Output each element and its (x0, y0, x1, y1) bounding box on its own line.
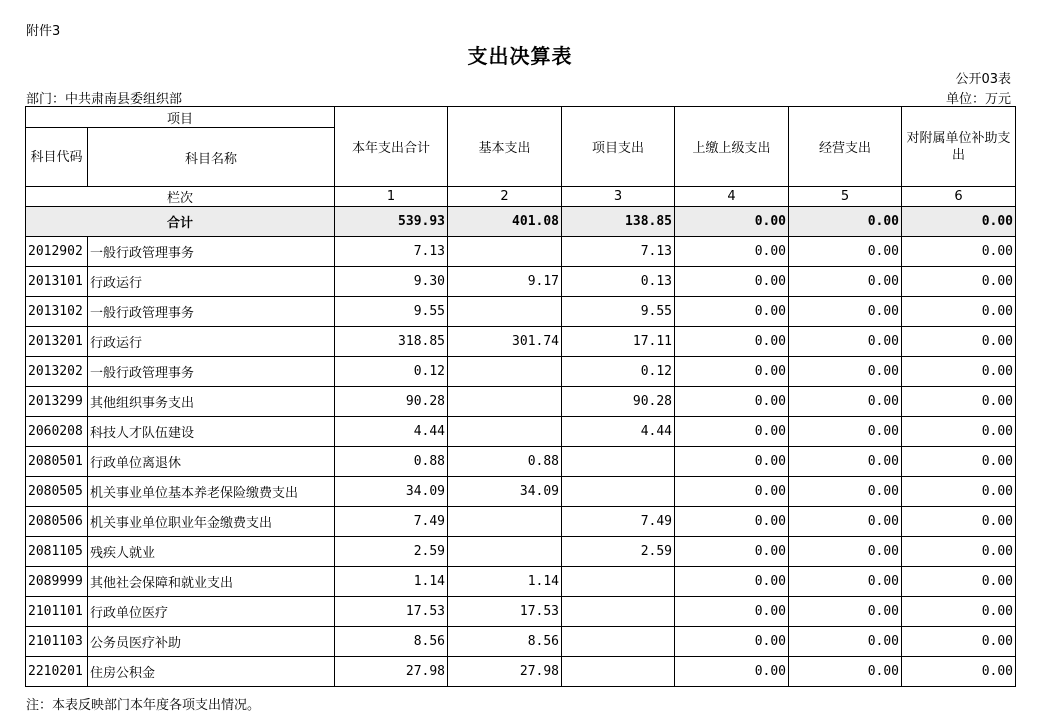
subject-name: 机关事业单位基本养老保险缴费支出 (88, 477, 335, 507)
amount-cell: 4.44 (335, 417, 448, 447)
amount-cell: 0.00 (675, 357, 789, 387)
amount-cell: 0.00 (902, 477, 1016, 507)
amount-cell: 7.49 (562, 507, 675, 537)
amount-cell: 0.00 (675, 387, 789, 417)
amount-cell: 34.09 (448, 477, 562, 507)
amount-cell: 0.00 (902, 447, 1016, 477)
amount-cell: 1.14 (335, 567, 448, 597)
table-row (26, 237, 1016, 267)
amount-cell: 9.55 (562, 297, 675, 327)
amount-cell: 0.00 (789, 387, 902, 417)
total-value: 539.93 (335, 207, 448, 237)
amount-cell: 34.09 (335, 477, 448, 507)
table-row (26, 267, 1016, 297)
amount-cell: 0.00 (789, 507, 902, 537)
unit-label: 单位：万元 (945, 92, 1011, 107)
subject-name: 机关事业单位职业年金缴费支出 (88, 507, 335, 537)
table-row (26, 597, 1016, 627)
subject-code: 2101101 (26, 597, 88, 627)
amount-cell: 0.00 (675, 567, 789, 597)
header-col-5: 经营支出 (789, 107, 902, 187)
amount-cell: 17.11 (562, 327, 675, 357)
amount-cell: 0.00 (789, 237, 902, 267)
subject-name: 行政运行 (88, 267, 335, 297)
subject-code: 2013201 (26, 327, 88, 357)
amount-cell: 0.00 (675, 477, 789, 507)
amount-cell (562, 567, 675, 597)
amount-cell: 9.55 (335, 297, 448, 327)
subject-code: 2013202 (26, 357, 88, 387)
column-index-2: 2 (448, 187, 562, 207)
amount-cell: 0.00 (902, 357, 1016, 387)
subject-name: 科技人才队伍建设 (88, 417, 335, 447)
column-index-label: 栏次 (26, 187, 335, 207)
amount-cell: 0.00 (902, 657, 1016, 687)
amount-cell: 0.00 (902, 627, 1016, 657)
amount-cell: 27.98 (448, 657, 562, 687)
amount-cell: 0.88 (448, 447, 562, 477)
subject-code: 2013102 (26, 297, 88, 327)
department-label: 部门：中共肃南县委组织部 (26, 92, 183, 107)
expenditure-table (25, 106, 1016, 687)
amount-cell: 0.00 (902, 537, 1016, 567)
amount-cell (562, 477, 675, 507)
subject-code: 2081105 (26, 537, 88, 567)
table-row (26, 537, 1016, 567)
subject-name: 一般行政管理事务 (88, 357, 335, 387)
amount-cell: 8.56 (448, 627, 562, 657)
header-col-3: 项目支出 (562, 107, 675, 187)
amount-cell: 0.00 (789, 477, 902, 507)
amount-cell (562, 447, 675, 477)
header-col-6: 对附属单位补助支出 (902, 107, 1016, 187)
table-row (26, 417, 1016, 447)
amount-cell: 7.49 (335, 507, 448, 537)
amount-cell: 318.85 (335, 327, 448, 357)
amount-cell: 0.00 (675, 627, 789, 657)
amount-cell: 0.00 (675, 537, 789, 567)
amount-cell: 0.00 (902, 597, 1016, 627)
amount-cell: 17.53 (335, 597, 448, 627)
amount-cell: 0.00 (789, 417, 902, 447)
amount-cell: 0.00 (675, 237, 789, 267)
total-row (26, 207, 1016, 237)
amount-cell: 0.00 (675, 327, 789, 357)
column-index-4: 4 (675, 187, 789, 207)
amount-cell (448, 507, 562, 537)
amount-cell: 0.00 (789, 267, 902, 297)
amount-cell (448, 357, 562, 387)
amount-cell: 0.00 (789, 327, 902, 357)
amount-cell: 0.00 (902, 507, 1016, 537)
amount-cell: 0.00 (675, 447, 789, 477)
subject-code: 2101103 (26, 627, 88, 657)
header-code: 科目代码 (26, 128, 88, 187)
page-title: 支出决算表 (467, 44, 573, 68)
amount-cell: 0.00 (675, 597, 789, 627)
amount-cell: 0.12 (562, 357, 675, 387)
form-number: 公开03表 (955, 72, 1011, 87)
header-item: 项目 (26, 107, 335, 128)
subject-name: 行政单位医疗 (88, 597, 335, 627)
amount-cell: 0.00 (902, 297, 1016, 327)
amount-cell (562, 657, 675, 687)
table-row (26, 327, 1016, 357)
table-row (26, 477, 1016, 507)
total-value: 0.00 (902, 207, 1016, 237)
column-index-5: 5 (789, 187, 902, 207)
subject-code: 2080506 (26, 507, 88, 537)
amount-cell: 0.00 (789, 357, 902, 387)
amount-cell: 0.00 (902, 267, 1016, 297)
amount-cell: 0.00 (789, 657, 902, 687)
table-row (26, 657, 1016, 687)
amount-cell: 0.00 (675, 657, 789, 687)
amount-cell: 7.13 (562, 237, 675, 267)
amount-cell (448, 537, 562, 567)
subject-code: 2013299 (26, 387, 88, 417)
subject-code: 2012902 (26, 237, 88, 267)
header-col-4: 上缴上级支出 (675, 107, 789, 187)
attachment-label: 附件3 (26, 24, 61, 39)
amount-cell: 0.00 (902, 567, 1016, 597)
amount-cell: 0.12 (335, 357, 448, 387)
subject-name: 其他组织事务支出 (88, 387, 335, 417)
amount-cell (448, 387, 562, 417)
amount-cell: 0.00 (789, 627, 902, 657)
subject-name: 行政单位离退休 (88, 447, 335, 477)
header-col-1: 本年支出合计 (335, 107, 448, 187)
header-col-2: 基本支出 (448, 107, 562, 187)
table-row (26, 357, 1016, 387)
amount-cell: 9.17 (448, 267, 562, 297)
total-value: 0.00 (789, 207, 902, 237)
subject-name: 其他社会保障和就业支出 (88, 567, 335, 597)
amount-cell (562, 627, 675, 657)
total-value: 138.85 (562, 207, 675, 237)
amount-cell: 2.59 (335, 537, 448, 567)
column-index-6: 6 (902, 187, 1016, 207)
amount-cell: 301.74 (448, 327, 562, 357)
amount-cell: 90.28 (562, 387, 675, 417)
total-value: 401.08 (448, 207, 562, 237)
table-row (26, 387, 1016, 417)
amount-cell: 90.28 (335, 387, 448, 417)
amount-cell: 0.00 (902, 327, 1016, 357)
amount-cell: 0.00 (789, 297, 902, 327)
subject-code: 2089999 (26, 567, 88, 597)
table-row (26, 297, 1016, 327)
total-label: 合计 (26, 207, 335, 237)
amount-cell (448, 417, 562, 447)
table-row (26, 627, 1016, 657)
amount-cell: 8.56 (335, 627, 448, 657)
amount-cell: 17.53 (448, 597, 562, 627)
table-row (26, 507, 1016, 537)
table-row (26, 447, 1016, 477)
amount-cell (562, 597, 675, 627)
amount-cell: 0.00 (789, 537, 902, 567)
subject-code: 2060208 (26, 417, 88, 447)
amount-cell: 0.00 (675, 417, 789, 447)
amount-cell: 0.00 (902, 417, 1016, 447)
header-name: 科目名称 (88, 128, 335, 187)
subject-name: 残疾人就业 (88, 537, 335, 567)
amount-cell: 0.00 (902, 237, 1016, 267)
subject-name: 公务员医疗补助 (88, 627, 335, 657)
amount-cell: 0.00 (675, 297, 789, 327)
subject-name: 一般行政管理事务 (88, 237, 335, 267)
amount-cell: 7.13 (335, 237, 448, 267)
amount-cell: 0.00 (789, 597, 902, 627)
table-row (26, 567, 1016, 597)
amount-cell: 2.59 (562, 537, 675, 567)
column-index-3: 3 (562, 187, 675, 207)
amount-cell: 0.00 (902, 387, 1016, 417)
total-value: 0.00 (675, 207, 789, 237)
amount-cell: 9.30 (335, 267, 448, 297)
amount-cell (448, 297, 562, 327)
amount-cell: 0.88 (335, 447, 448, 477)
column-index-1: 1 (335, 187, 448, 207)
subject-code: 2013101 (26, 267, 88, 297)
amount-cell: 27.98 (335, 657, 448, 687)
subject-code: 2080505 (26, 477, 88, 507)
amount-cell: 0.13 (562, 267, 675, 297)
subject-name: 住房公积金 (88, 657, 335, 687)
amount-cell: 0.00 (675, 507, 789, 537)
amount-cell: 0.00 (675, 267, 789, 297)
amount-cell (448, 237, 562, 267)
amount-cell: 0.00 (789, 447, 902, 477)
subject-code: 2080501 (26, 447, 88, 477)
subject-code: 2210201 (26, 657, 88, 687)
subject-name: 一般行政管理事务 (88, 297, 335, 327)
amount-cell: 0.00 (789, 567, 902, 597)
subject-name: 行政运行 (88, 327, 335, 357)
footnote: 注：本表反映部门本年度各项支出情况。 (26, 698, 261, 713)
amount-cell: 4.44 (562, 417, 675, 447)
amount-cell: 1.14 (448, 567, 562, 597)
